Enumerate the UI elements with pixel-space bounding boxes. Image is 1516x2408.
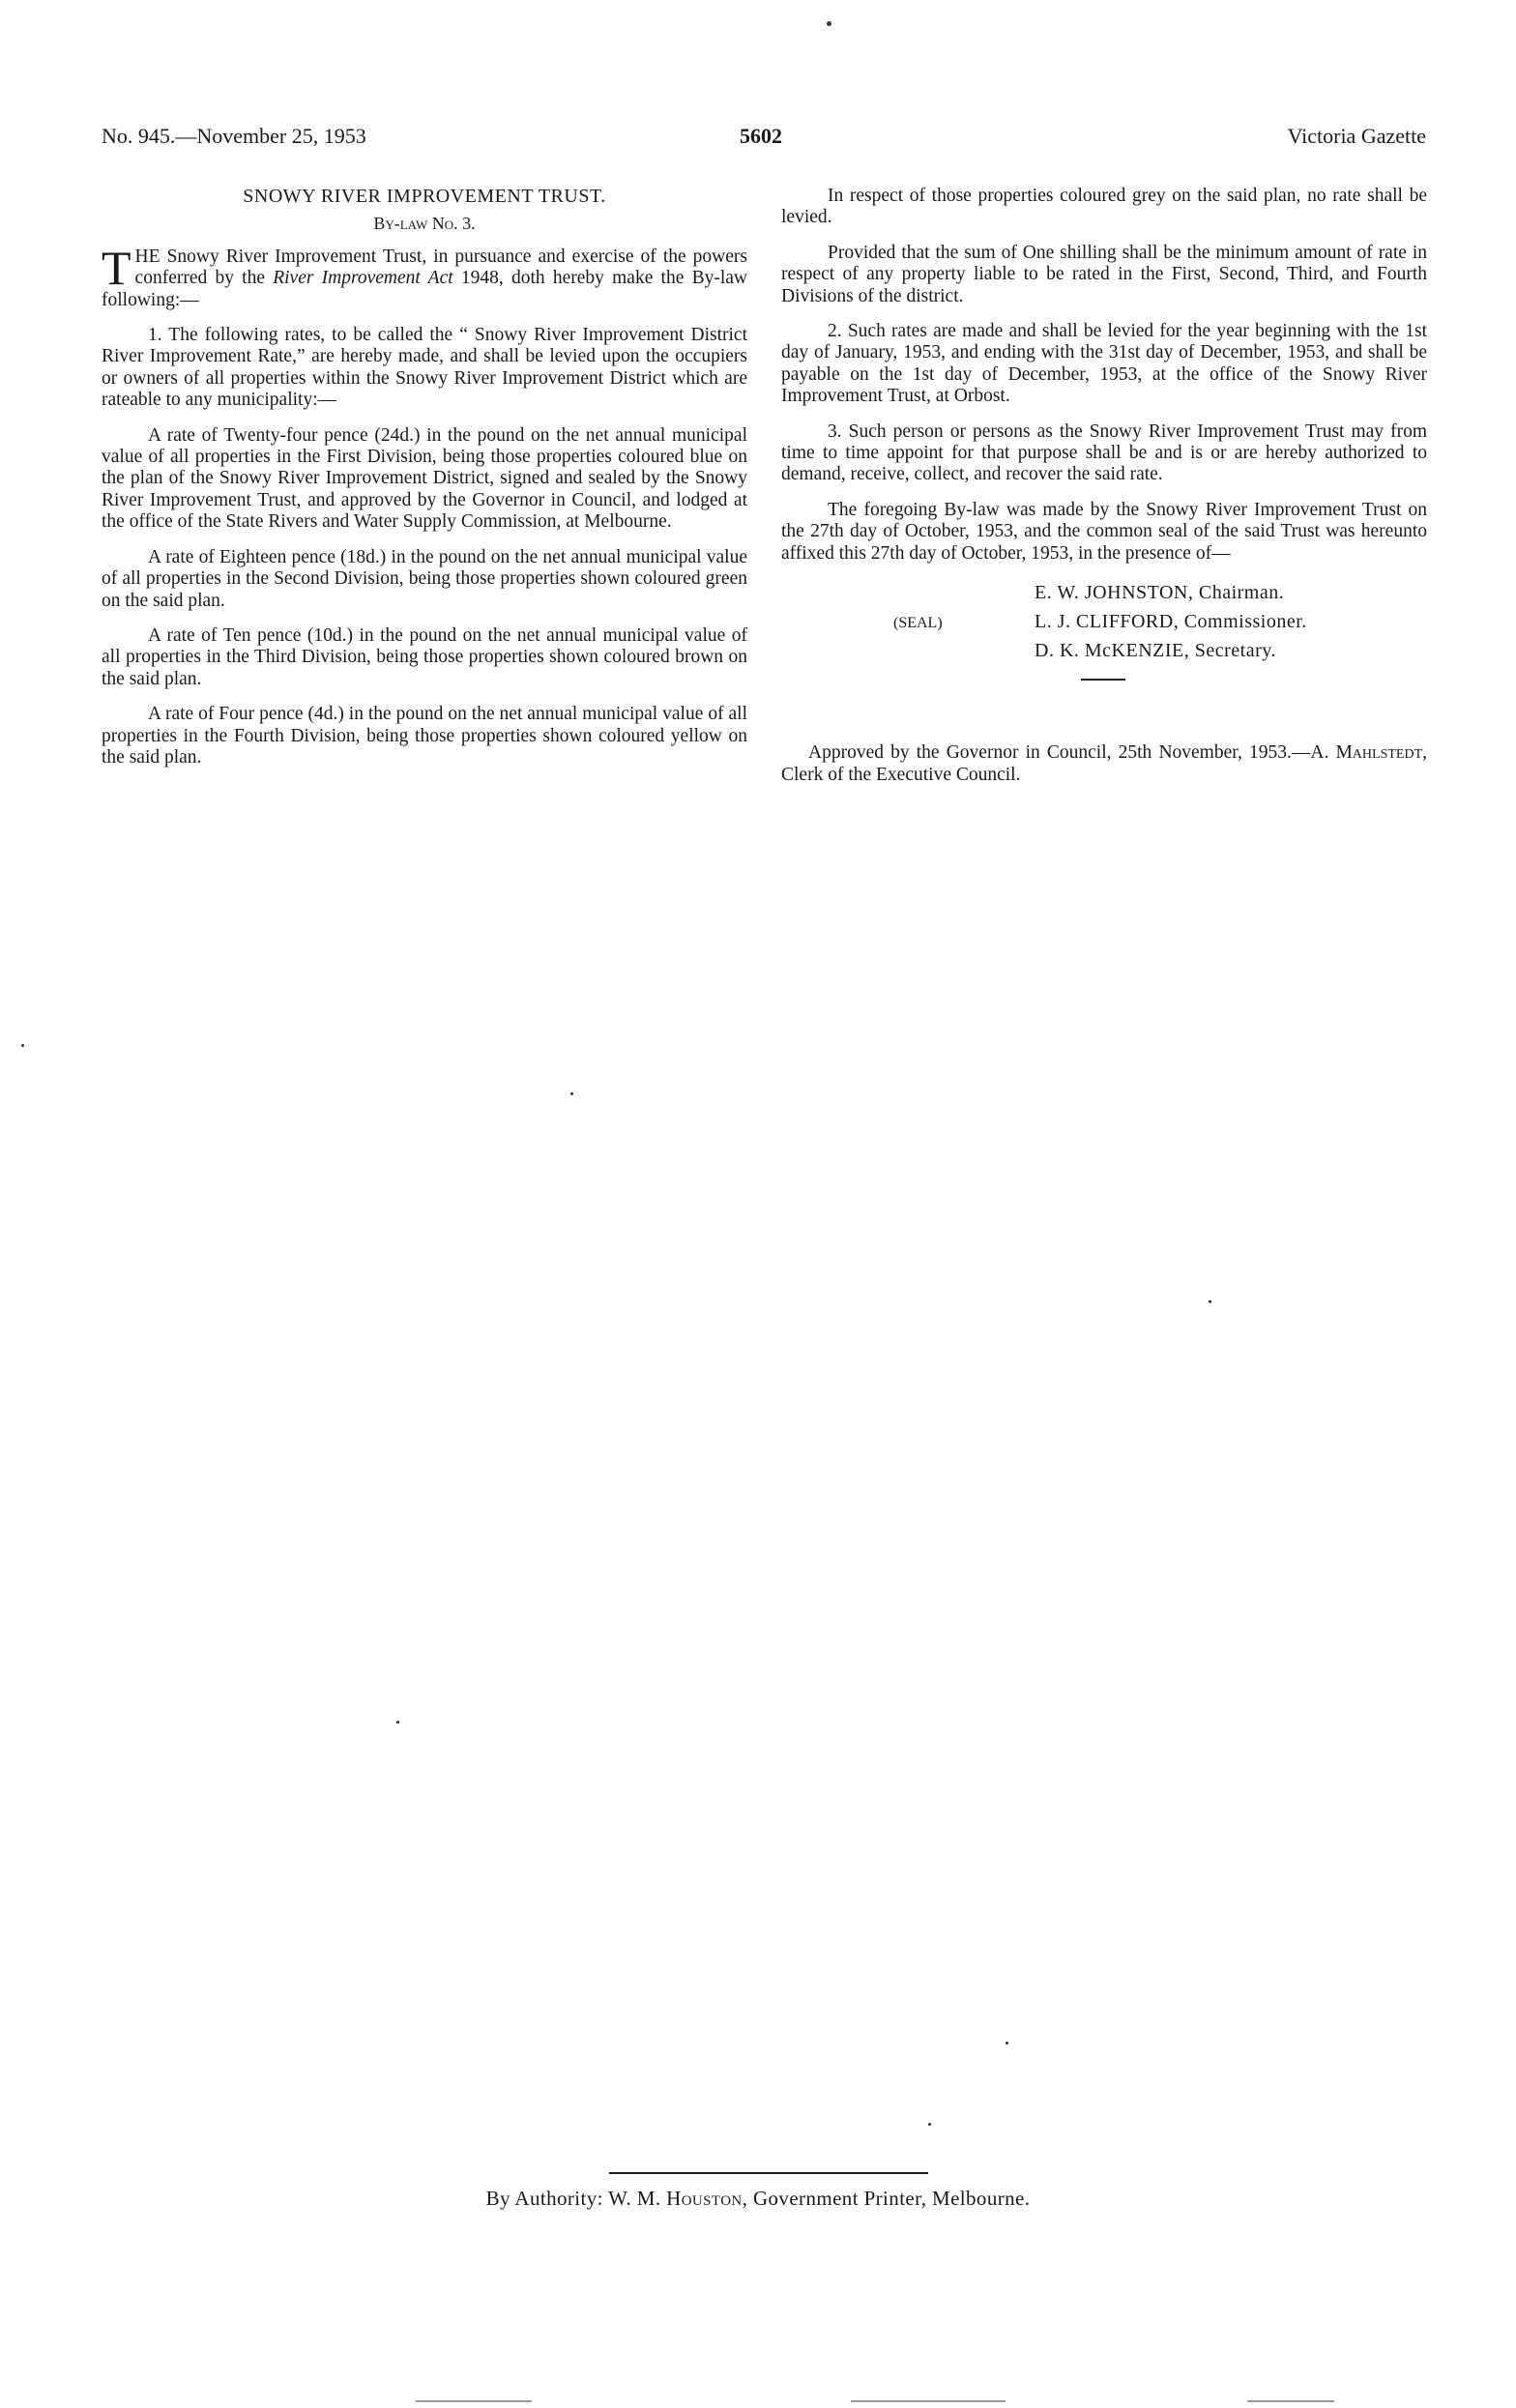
right-column xyxy=(781,186,1427,799)
scan-speck xyxy=(928,2123,931,2126)
clause-2: 2. Such rates are made and shall be levied for the year beginning with the 1st day of January, 1953, and ending with the 31st day of December, 1953, and shall be payable on the 1st day of December, 1953, at the office of the Snowy River Improvement Trust, at Orbost. xyxy=(781,321,1427,407)
rate-third-division: A rate of Ten pence (10d.) in the pound on the net annual municipal value of all properties in the Third Division, being those properties shown coloured brown on the said plan. xyxy=(102,624,747,689)
scan-edge-line xyxy=(416,2400,532,2402)
issue-and-date: No. 945.—November 25, 1953 xyxy=(102,124,366,148)
approval-text: Approved by the Governor in Council, 25th November, 1953.— xyxy=(808,742,1311,764)
left-column xyxy=(102,186,747,782)
signature-divider xyxy=(1081,679,1125,681)
clerk-title: Clerk of the Executive Council. xyxy=(781,764,1021,785)
clause-1: 1. The following rates, to be called the “ Snowy River Improvement District River Improvement Rate,” are hereby made, and shall be levied upon the occupiers or owners of all properties within the Snowy River Improvement District which are rateable to any municipality:— xyxy=(102,325,747,411)
minimum-rate-proviso: Provided that the sum of One shilling shall be the minimum amount of rate in respect of any property liable to be rated in the First, Second, Third, and Fourth Divisions of the district. xyxy=(781,242,1427,306)
signatory-chairman: E. W. JOHNSTON, Chairman. xyxy=(1035,582,1285,604)
intro-text-end: 1948, doth hereby make the By-law following:— xyxy=(102,268,748,310)
signature-block xyxy=(781,582,1427,708)
printer-imprint xyxy=(0,2187,1516,2211)
signatory-secretary: D. K. McKENZIE, Secretary. xyxy=(1035,640,1276,662)
scan-edge-line xyxy=(851,2400,1006,2402)
page-header xyxy=(102,124,1426,159)
bylaw-number: By-law No. 3. xyxy=(373,214,476,234)
notice-title: SNOWY RIVER IMPROVEMENT TRUST. xyxy=(243,186,606,207)
scan-edge-line xyxy=(1247,2400,1334,2402)
rate-fourth-division: A rate of Four pence (4d.) in the pound on the net annual municipal value of all properties in the Fourth Division, being those properties shown coloured yellow on the said plan. xyxy=(102,704,747,768)
scan-speck xyxy=(396,1721,399,1724)
seal-label: (SEAL) xyxy=(893,615,943,632)
scan-speck xyxy=(1006,2042,1008,2045)
imprint-prefix: By Authority: W. M. xyxy=(485,2187,667,2210)
execution-statement: The foregoing By-law was made by the Snowy River Improvement Trust on the 27th day of October, 1953, and the common seal of the said Trust was hereunto affixed this 27th day of October, 1953, in the presence of— xyxy=(781,499,1427,564)
rate-first-division: A rate of Twenty-four pence (24d.) in the pound on the net annual municipal value of all properties in the First Division, being those properties coloured blue on the plan of the Snowy River Improvement District, signed and sealed by the Snowy River Improvement Trust, and approved by the Governor in Council, and lodged at the office of the State Rivers and Water Supply Commission, at Melbourne. xyxy=(102,424,747,533)
rate-second-division: A rate of Eighteen pence (18d.) in the pound on the net annual municipal value of all properties in the Second Division, being those properties shown coloured green on the said plan. xyxy=(102,546,747,611)
scan-speck xyxy=(827,21,831,26)
intro-paragraph xyxy=(102,240,748,311)
scan-speck xyxy=(570,1092,573,1095)
intro-text-start: HE Snowy River Improvement Trust, in pursuance and exercise of the powers conferred by the xyxy=(134,246,747,289)
printer-surname: Houston, xyxy=(666,2187,748,2210)
signatory-commissioner: L. J. CLIFFORD, Commissioner. xyxy=(1035,611,1307,633)
page-number: 5602 xyxy=(740,124,782,148)
grey-properties-clause: In respect of those properties coloured grey on the said plan, no rate shall be levied. xyxy=(781,186,1427,228)
imprint-suffix: Government Printer, Melbourne. xyxy=(747,2187,1031,2210)
clause-3: 3. Such person or persons as the Snowy River Improvement Trust may from time to time appoint for that purpose shall be and is or are hereby authorized to demand, receive, collect, and recover the said rate. xyxy=(781,421,1427,485)
footer-divider xyxy=(609,2172,928,2174)
scan-speck xyxy=(21,1044,24,1047)
clerk-name: A. Mahlstedt, xyxy=(1310,742,1427,764)
approval-statement xyxy=(781,742,1427,786)
scan-speck xyxy=(1209,1300,1211,1303)
publication-name: Victoria Gazette xyxy=(1287,124,1426,148)
act-name: River Improvement Act xyxy=(273,268,453,289)
drop-cap: T xyxy=(102,240,131,295)
